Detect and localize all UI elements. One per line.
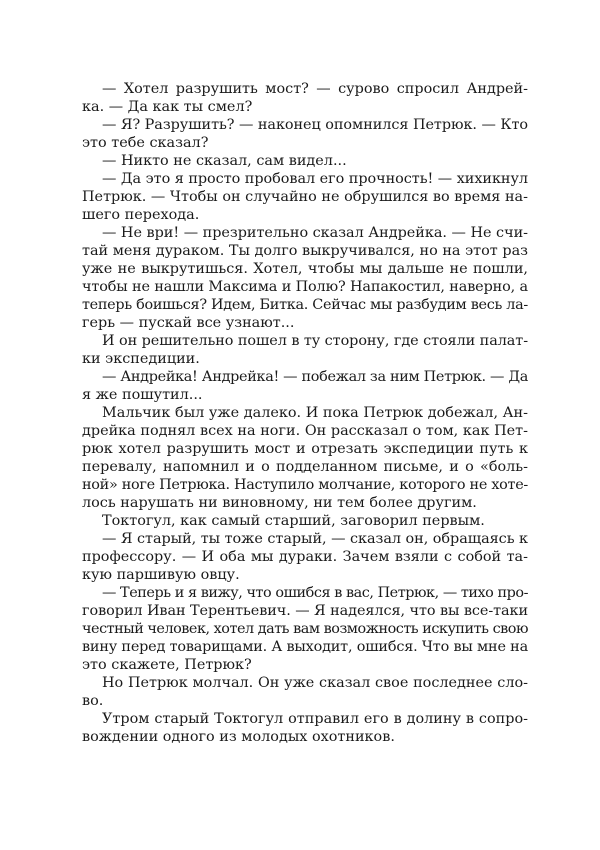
text-line: — Хотел разрушить мост? — сурово спросил Андрей- — [102, 81, 528, 97]
text-line: ки экспедиции. — [82, 351, 200, 367]
text-line: — Я старый, ты тоже старый, — сказал он, обращаясь к — [102, 531, 528, 547]
paragraph — [82, 710, 528, 746]
text-line: ной» ноге Петрюка. Наступило молчание, которого не хоте- — [82, 477, 528, 493]
paragraph — [82, 530, 528, 584]
text-line: чтобы не нашли Максима и Полю? Напакостил, наверно, а — [82, 279, 528, 295]
text-line: — Никто не сказал, сам видел... — [102, 153, 347, 169]
paragraph — [82, 368, 528, 404]
text-line: это скажете, Петрюк? — [82, 657, 252, 673]
text-line: тай меня дураком. Ты долго выкручивался, но на этот раз — [82, 243, 528, 259]
text-line: ка. — Да как ты смел? — [82, 99, 253, 115]
body-text — [82, 80, 528, 746]
text-line: перевалу, напомнил и о подделанном письме, и о «боль- — [82, 459, 528, 475]
text-line: во. — [82, 693, 104, 709]
paragraph — [82, 674, 528, 710]
text-line: герь — пускай все узнают... — [82, 315, 295, 331]
text-line: кую паршивую овцу. — [82, 567, 240, 583]
text-line: Токтогул, как самый старший, заговорил первым. — [102, 513, 485, 529]
text-line: И он решительно пошел в ту сторону, где стояли палат- — [102, 333, 528, 349]
text-line: это тебе сказал? — [82, 135, 209, 151]
paragraph — [82, 332, 528, 368]
paragraph — [82, 404, 528, 512]
paragraph — [82, 512, 528, 530]
text-line: уже не выкрутишься. Хотел, чтобы мы дальше не пошли, — [82, 261, 528, 277]
text-line: Петрюк. — Чтобы он случайно не обрушился во время на- — [82, 189, 528, 205]
text-line: — Андрейка! Андрейка! — побежал за ним Петрюк. — Да — [102, 369, 528, 385]
paragraph — [82, 152, 528, 170]
text-line: Но Петрюк молчал. Он уже сказал свое последнее сло- — [102, 675, 528, 691]
text-line: лось нарушать ни виновному, ни тем более другим. — [82, 495, 477, 511]
paragraph — [82, 224, 528, 332]
paragraph — [82, 116, 528, 152]
text-line: Утром старый Токтогул отправил его в долину в сопро- — [102, 711, 528, 727]
text-line: теперь боишься? Идем, Битка. Сейчас мы разбудим весь ла- — [82, 297, 528, 313]
text-line: — Теперь и я вижу, что ошибся в вас, Петрюк, — тихо про- — [102, 585, 528, 601]
text-line: вину перед товарищами. А выходит, ошибся. Что вы мне на — [82, 639, 528, 655]
paragraph — [82, 170, 528, 224]
text-line: честный человек, хотел дать вам возможность искупить свою — [82, 621, 528, 637]
text-line: я же пошутил... — [82, 387, 203, 403]
text-line: — Я? Разрушить? — наконец опомнился Петрюк. — Кто — [102, 117, 528, 133]
text-line: вождении одного из молодых охотников. — [82, 729, 395, 745]
text-line: дрейка поднял всех на ноги. Он рассказал о том, как Пет- — [82, 423, 528, 439]
text-line: рюк хотел разрушить мост и отрезать экспедиции путь к — [82, 441, 528, 457]
text-line: — Да это я просто пробовал его прочность! — хихикнул — [102, 171, 528, 187]
text-line: профессору. — И оба мы дураки. Зачем взяли с собой та- — [82, 549, 528, 565]
text-line: — Не ври! — презрительно сказал Андрейка. — Не счи- — [102, 225, 528, 241]
paragraph — [82, 584, 528, 674]
text-line: Мальчик был уже далеко. И пока Петрюк добежал, Ан- — [102, 405, 528, 421]
text-line: говорил Иван Терентьевич. — Я надеялся, что вы все-таки — [82, 603, 528, 619]
text-line: шего перехода. — [82, 207, 200, 223]
paragraph — [82, 80, 528, 116]
